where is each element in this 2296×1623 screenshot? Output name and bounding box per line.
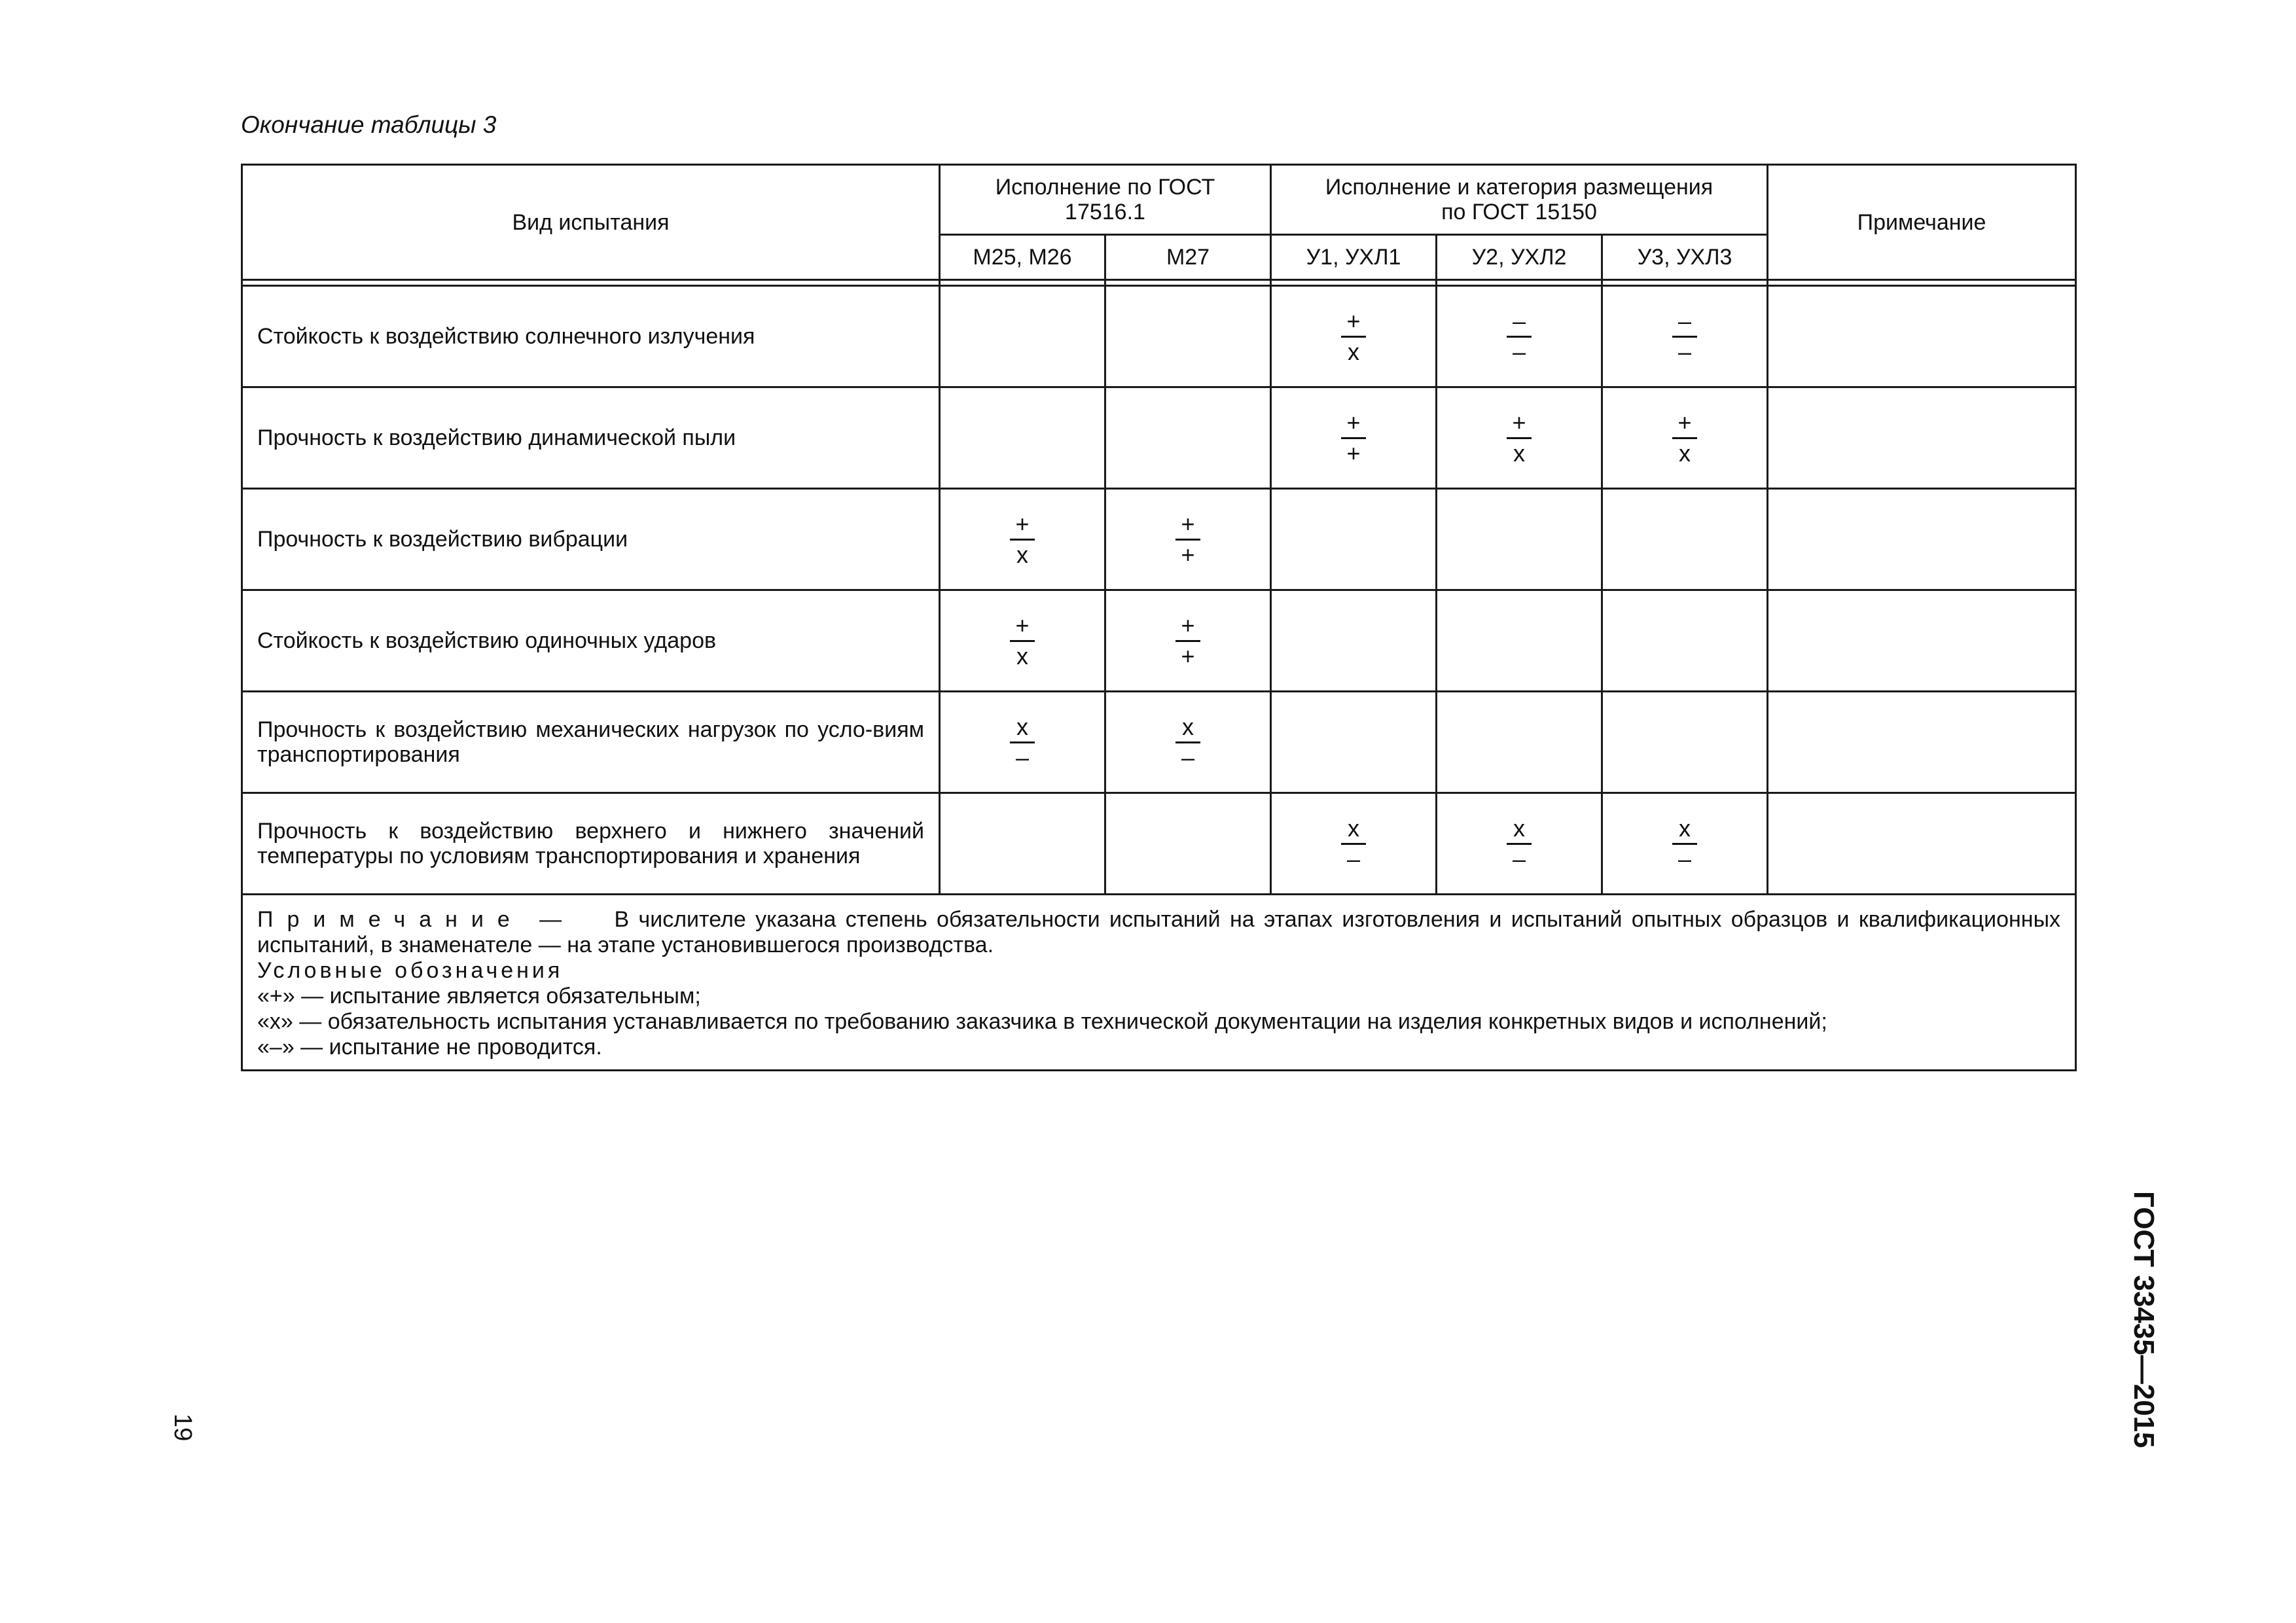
value-cell xyxy=(1602,590,1768,692)
header-sub: М25, М26 xyxy=(940,235,1105,280)
fraction-denominator: + xyxy=(1181,541,1195,568)
fraction-bar xyxy=(1010,741,1035,743)
value-cell xyxy=(940,793,1105,895)
value-cell xyxy=(1105,489,1271,590)
fraction-bar xyxy=(1175,741,1200,743)
fraction-denominator: – xyxy=(1678,338,1692,365)
header-sub: М27 xyxy=(1105,235,1271,280)
value-cell xyxy=(1271,387,1437,489)
fraction-mark xyxy=(1010,510,1035,569)
fraction-mark xyxy=(1175,612,1200,670)
fraction-denominator: х xyxy=(1016,642,1028,669)
fraction-numerator: + xyxy=(1512,408,1526,436)
fraction-denominator: х xyxy=(1016,541,1028,568)
fraction-bar xyxy=(1175,539,1200,541)
test-name-cell: Прочность к воздействию вибрации xyxy=(242,489,940,590)
value-cell xyxy=(1437,590,1602,692)
fraction-numerator: + xyxy=(1346,307,1361,334)
fraction-denominator: + xyxy=(1346,439,1361,467)
fraction-denominator: – xyxy=(1513,845,1526,872)
fraction-bar xyxy=(1341,843,1366,845)
fraction-denominator: + xyxy=(1181,642,1195,669)
test-name-cell: Прочность к воздействию динамической пыли xyxy=(242,387,940,489)
fraction-denominator: х xyxy=(1513,439,1526,467)
header-test-type: Вид испытания xyxy=(242,165,940,280)
fraction-denominator: – xyxy=(1347,845,1361,872)
table-row xyxy=(242,387,2076,489)
table-row xyxy=(242,590,2076,692)
standard-designation: ГОСТ 33435—2015 xyxy=(2128,1191,2160,1448)
value-cell xyxy=(940,590,1105,692)
table-row xyxy=(242,692,2076,793)
legend-title: Условные обозначения xyxy=(257,958,564,983)
fraction-numerator: – xyxy=(1513,307,1526,334)
fraction-bar xyxy=(1175,640,1200,642)
fraction-numerator: – xyxy=(1678,307,1692,334)
note-cell xyxy=(1768,692,2076,793)
value-cell xyxy=(1437,387,1602,489)
fraction-mark xyxy=(1341,308,1366,366)
fraction-denominator: – xyxy=(1678,845,1692,872)
fraction-numerator: + xyxy=(1181,611,1195,639)
fraction-mark xyxy=(1507,308,1532,366)
value-cell xyxy=(940,692,1105,793)
fraction-numerator: х xyxy=(1016,713,1028,740)
note-cell xyxy=(1768,387,2076,489)
value-cell xyxy=(1105,286,1271,387)
value-cell xyxy=(1271,489,1437,590)
fraction-bar xyxy=(1341,336,1366,338)
note-cell xyxy=(1768,590,2076,692)
fraction-mark xyxy=(1672,409,1697,467)
value-cell xyxy=(1437,286,1602,387)
value-cell xyxy=(1602,387,1768,489)
fraction-mark xyxy=(1507,409,1532,467)
header-sub: У2, УХЛ2 xyxy=(1437,235,1602,280)
header-gost-15150: Исполнение и категория размещения по ГОСТ 15150 xyxy=(1271,165,1768,235)
value-cell xyxy=(1271,692,1437,793)
fraction-numerator: + xyxy=(1015,611,1030,639)
fraction-bar xyxy=(1507,336,1532,338)
fraction-bar xyxy=(1010,640,1035,642)
header-gost-17516: Исполнение по ГОСТ 17516.1 xyxy=(940,165,1271,235)
test-name-cell: Прочность к воздействию верхнего и нижнего значений температуры по условиям транспортирования и хранения xyxy=(242,793,940,895)
fraction-denominator: – xyxy=(1181,743,1195,771)
value-cell xyxy=(940,489,1105,590)
fraction-mark xyxy=(1010,612,1035,670)
fraction-numerator: + xyxy=(1181,510,1195,537)
fraction-bar xyxy=(1010,539,1035,541)
value-cell xyxy=(1437,793,1602,895)
value-cell xyxy=(1271,286,1437,387)
value-cell xyxy=(1271,793,1437,895)
value-cell xyxy=(1105,692,1271,793)
fraction-numerator: + xyxy=(1015,510,1030,537)
fraction-bar xyxy=(1672,843,1697,845)
table-caption: Окончание таблицы 3 xyxy=(241,111,497,138)
legend-item: «–» — испытание не проводится. xyxy=(257,1035,602,1060)
value-cell xyxy=(1602,692,1768,793)
value-cell xyxy=(1271,590,1437,692)
fraction-mark xyxy=(1175,510,1200,569)
fraction-mark xyxy=(1341,815,1366,873)
value-cell xyxy=(1437,692,1602,793)
footnote-text: В числителе указана степень обязательности испытаний на этапах изготовления и испытаний опытных образцов и квалификационных испытаний, в знаменателе — на этапе установившегося производства. xyxy=(257,907,2061,957)
fraction-mark xyxy=(1010,713,1035,772)
fraction-mark xyxy=(1672,815,1697,873)
value-cell xyxy=(1602,286,1768,387)
fraction-denominator: х xyxy=(1348,338,1360,365)
value-cell xyxy=(1105,387,1271,489)
header-sub: У1, УХЛ1 xyxy=(1271,235,1437,280)
fraction-denominator: – xyxy=(1015,743,1030,771)
fraction-bar xyxy=(1672,437,1697,439)
value-cell xyxy=(940,387,1105,489)
fraction-mark xyxy=(1341,409,1366,467)
table-footnote xyxy=(242,895,2076,1071)
fraction-numerator: х xyxy=(1513,814,1526,842)
legend-item: «х» — обязательность испытания устанавливается по требованию заказчика в технической документации на изделия конкретных видов и исполнений; xyxy=(257,1009,1827,1034)
fraction-bar xyxy=(1672,336,1697,338)
fraction-mark xyxy=(1672,308,1697,366)
fraction-mark xyxy=(1175,713,1200,772)
fraction-bar xyxy=(1507,437,1532,439)
test-name-cell: Стойкость к воздействию одиночных ударов xyxy=(242,590,940,692)
fraction-mark xyxy=(1507,815,1532,873)
fraction-numerator: х xyxy=(1348,814,1360,842)
value-cell xyxy=(1105,793,1271,895)
fraction-numerator: х xyxy=(1182,713,1194,740)
test-table xyxy=(241,164,2077,1071)
value-cell xyxy=(1437,489,1602,590)
note-cell xyxy=(1768,489,2076,590)
fraction-denominator: х xyxy=(1679,439,1691,467)
fraction-numerator: + xyxy=(1346,408,1361,436)
value-cell xyxy=(1602,793,1768,895)
value-cell xyxy=(1602,489,1768,590)
table-row xyxy=(242,489,2076,590)
fraction-bar xyxy=(1341,437,1366,439)
test-name-cell: Прочность к воздействию механических нагрузок по усло-виям транспортирования xyxy=(242,692,940,793)
fraction-denominator: – xyxy=(1513,338,1526,365)
page-number: 19 xyxy=(169,1414,196,1442)
table-row xyxy=(242,793,2076,895)
legend-item: «+» — испытание является обязательным; xyxy=(257,984,701,1008)
note-cell xyxy=(1768,793,2076,895)
table-row xyxy=(242,286,2076,387)
header-note: Примечание xyxy=(1768,165,2076,280)
value-cell xyxy=(1105,590,1271,692)
fraction-bar xyxy=(1507,843,1532,845)
header-sub: У3, УХЛ3 xyxy=(1602,235,1768,280)
footnote-label: Примечание xyxy=(257,907,524,932)
fraction-numerator: х xyxy=(1679,814,1691,842)
header-separator xyxy=(242,280,2076,286)
test-name-cell: Стойкость к воздействию солнечного излучения xyxy=(242,286,940,387)
note-cell xyxy=(1768,286,2076,387)
fraction-numerator: + xyxy=(1677,408,1692,436)
value-cell xyxy=(940,286,1105,387)
footnote-dash: — xyxy=(539,907,562,932)
